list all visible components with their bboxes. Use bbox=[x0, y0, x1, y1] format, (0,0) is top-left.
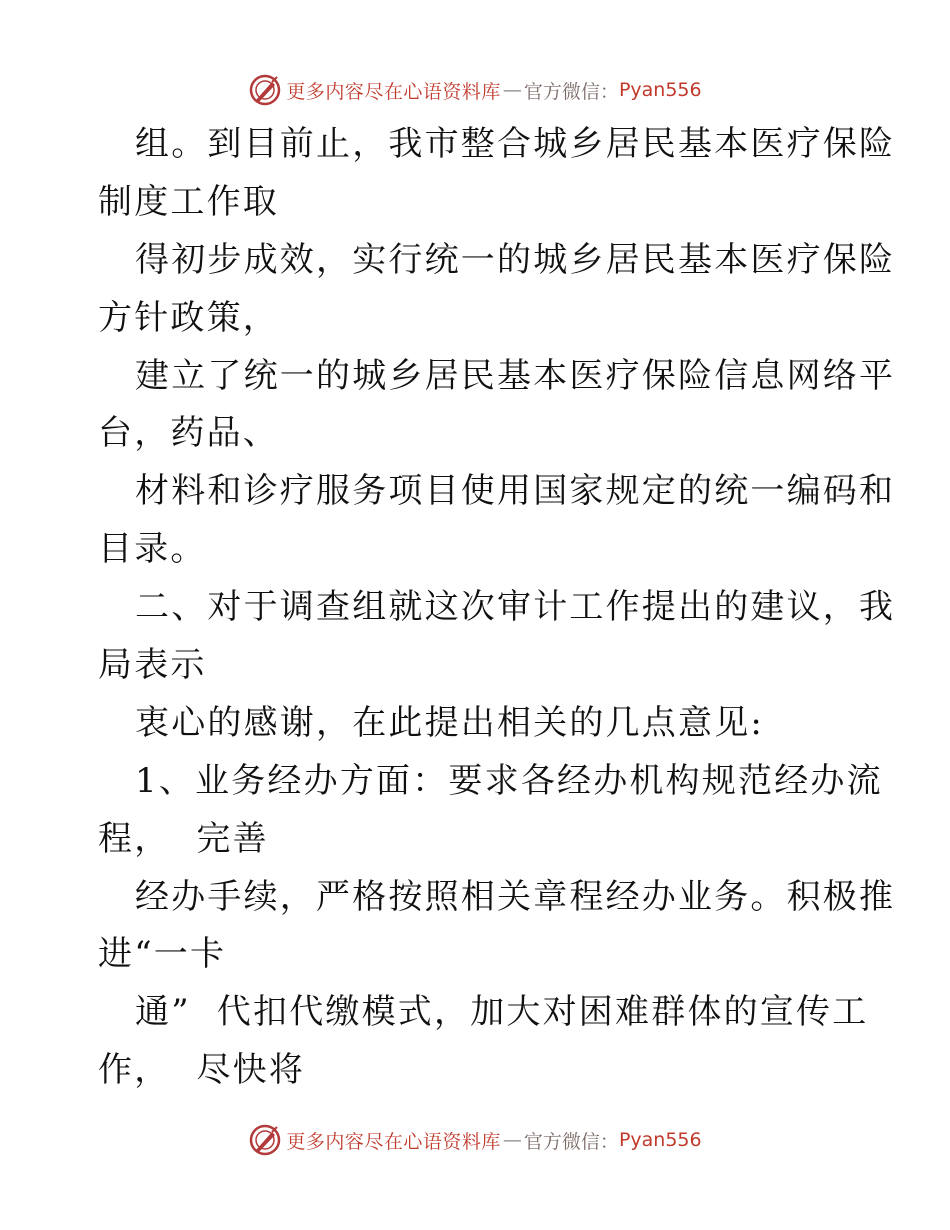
body-line: 目录。 bbox=[98, 529, 207, 570]
watermark-wechat-id: Pyan556 bbox=[618, 1129, 702, 1151]
body-line: 经办手续，严格按照相关章程经办业务。积极推 bbox=[135, 876, 896, 917]
watermark-label: 官方微信： bbox=[523, 1130, 619, 1153]
body-line: 二、对于调查组就这次审计工作提出的建议，我 bbox=[135, 587, 896, 628]
watermark-wechat-id: Pyan556 bbox=[618, 79, 702, 101]
body-line: 衷心的感谢，在此提出相关的几点意见: bbox=[135, 702, 765, 743]
body-line: 建立了统一的城乡居民基本医疗保险信息网络平 bbox=[135, 355, 896, 396]
quill-pen-seal-icon bbox=[248, 1123, 282, 1157]
body-line: 进“一卡 bbox=[98, 934, 227, 975]
body-line: 制度工作取 bbox=[98, 181, 279, 222]
watermark-separator: — bbox=[502, 79, 522, 101]
body-line: 组。到目前止，我市整合城乡居民基本医疗保险 bbox=[135, 124, 896, 164]
watermark-brand: 更多内容尽在心语资料库 bbox=[286, 80, 501, 103]
body-line: 台，药品、 bbox=[98, 413, 279, 454]
body-line: 方针政策， bbox=[98, 297, 279, 338]
quill-pen-seal-icon bbox=[248, 73, 282, 107]
body-line: 材料和诊疗服务项目使用国家规定的统一编码和 bbox=[135, 471, 896, 512]
header-watermark bbox=[0, 68, 950, 112]
body-line: 得初步成效，实行统一的城乡居民基本医疗保险 bbox=[135, 239, 896, 280]
body-line: 局表示 bbox=[98, 645, 207, 686]
body-line: 作， 尽快将 bbox=[98, 1050, 306, 1091]
body-line: 通” 代扣代缴模式，加大对困难群体的宣传工 bbox=[135, 992, 869, 1033]
footer-watermark bbox=[0, 1118, 950, 1162]
document-body bbox=[98, 116, 896, 1100]
watermark-brand: 更多内容尽在心语资料库 bbox=[286, 1130, 501, 1153]
body-line: 程， 完善 bbox=[98, 818, 269, 859]
watermark-separator: — bbox=[502, 1129, 522, 1151]
body-line: 1、业务经办方面：要求各经办机构规范经办流 bbox=[135, 760, 883, 801]
watermark-label: 官方微信： bbox=[523, 80, 619, 103]
